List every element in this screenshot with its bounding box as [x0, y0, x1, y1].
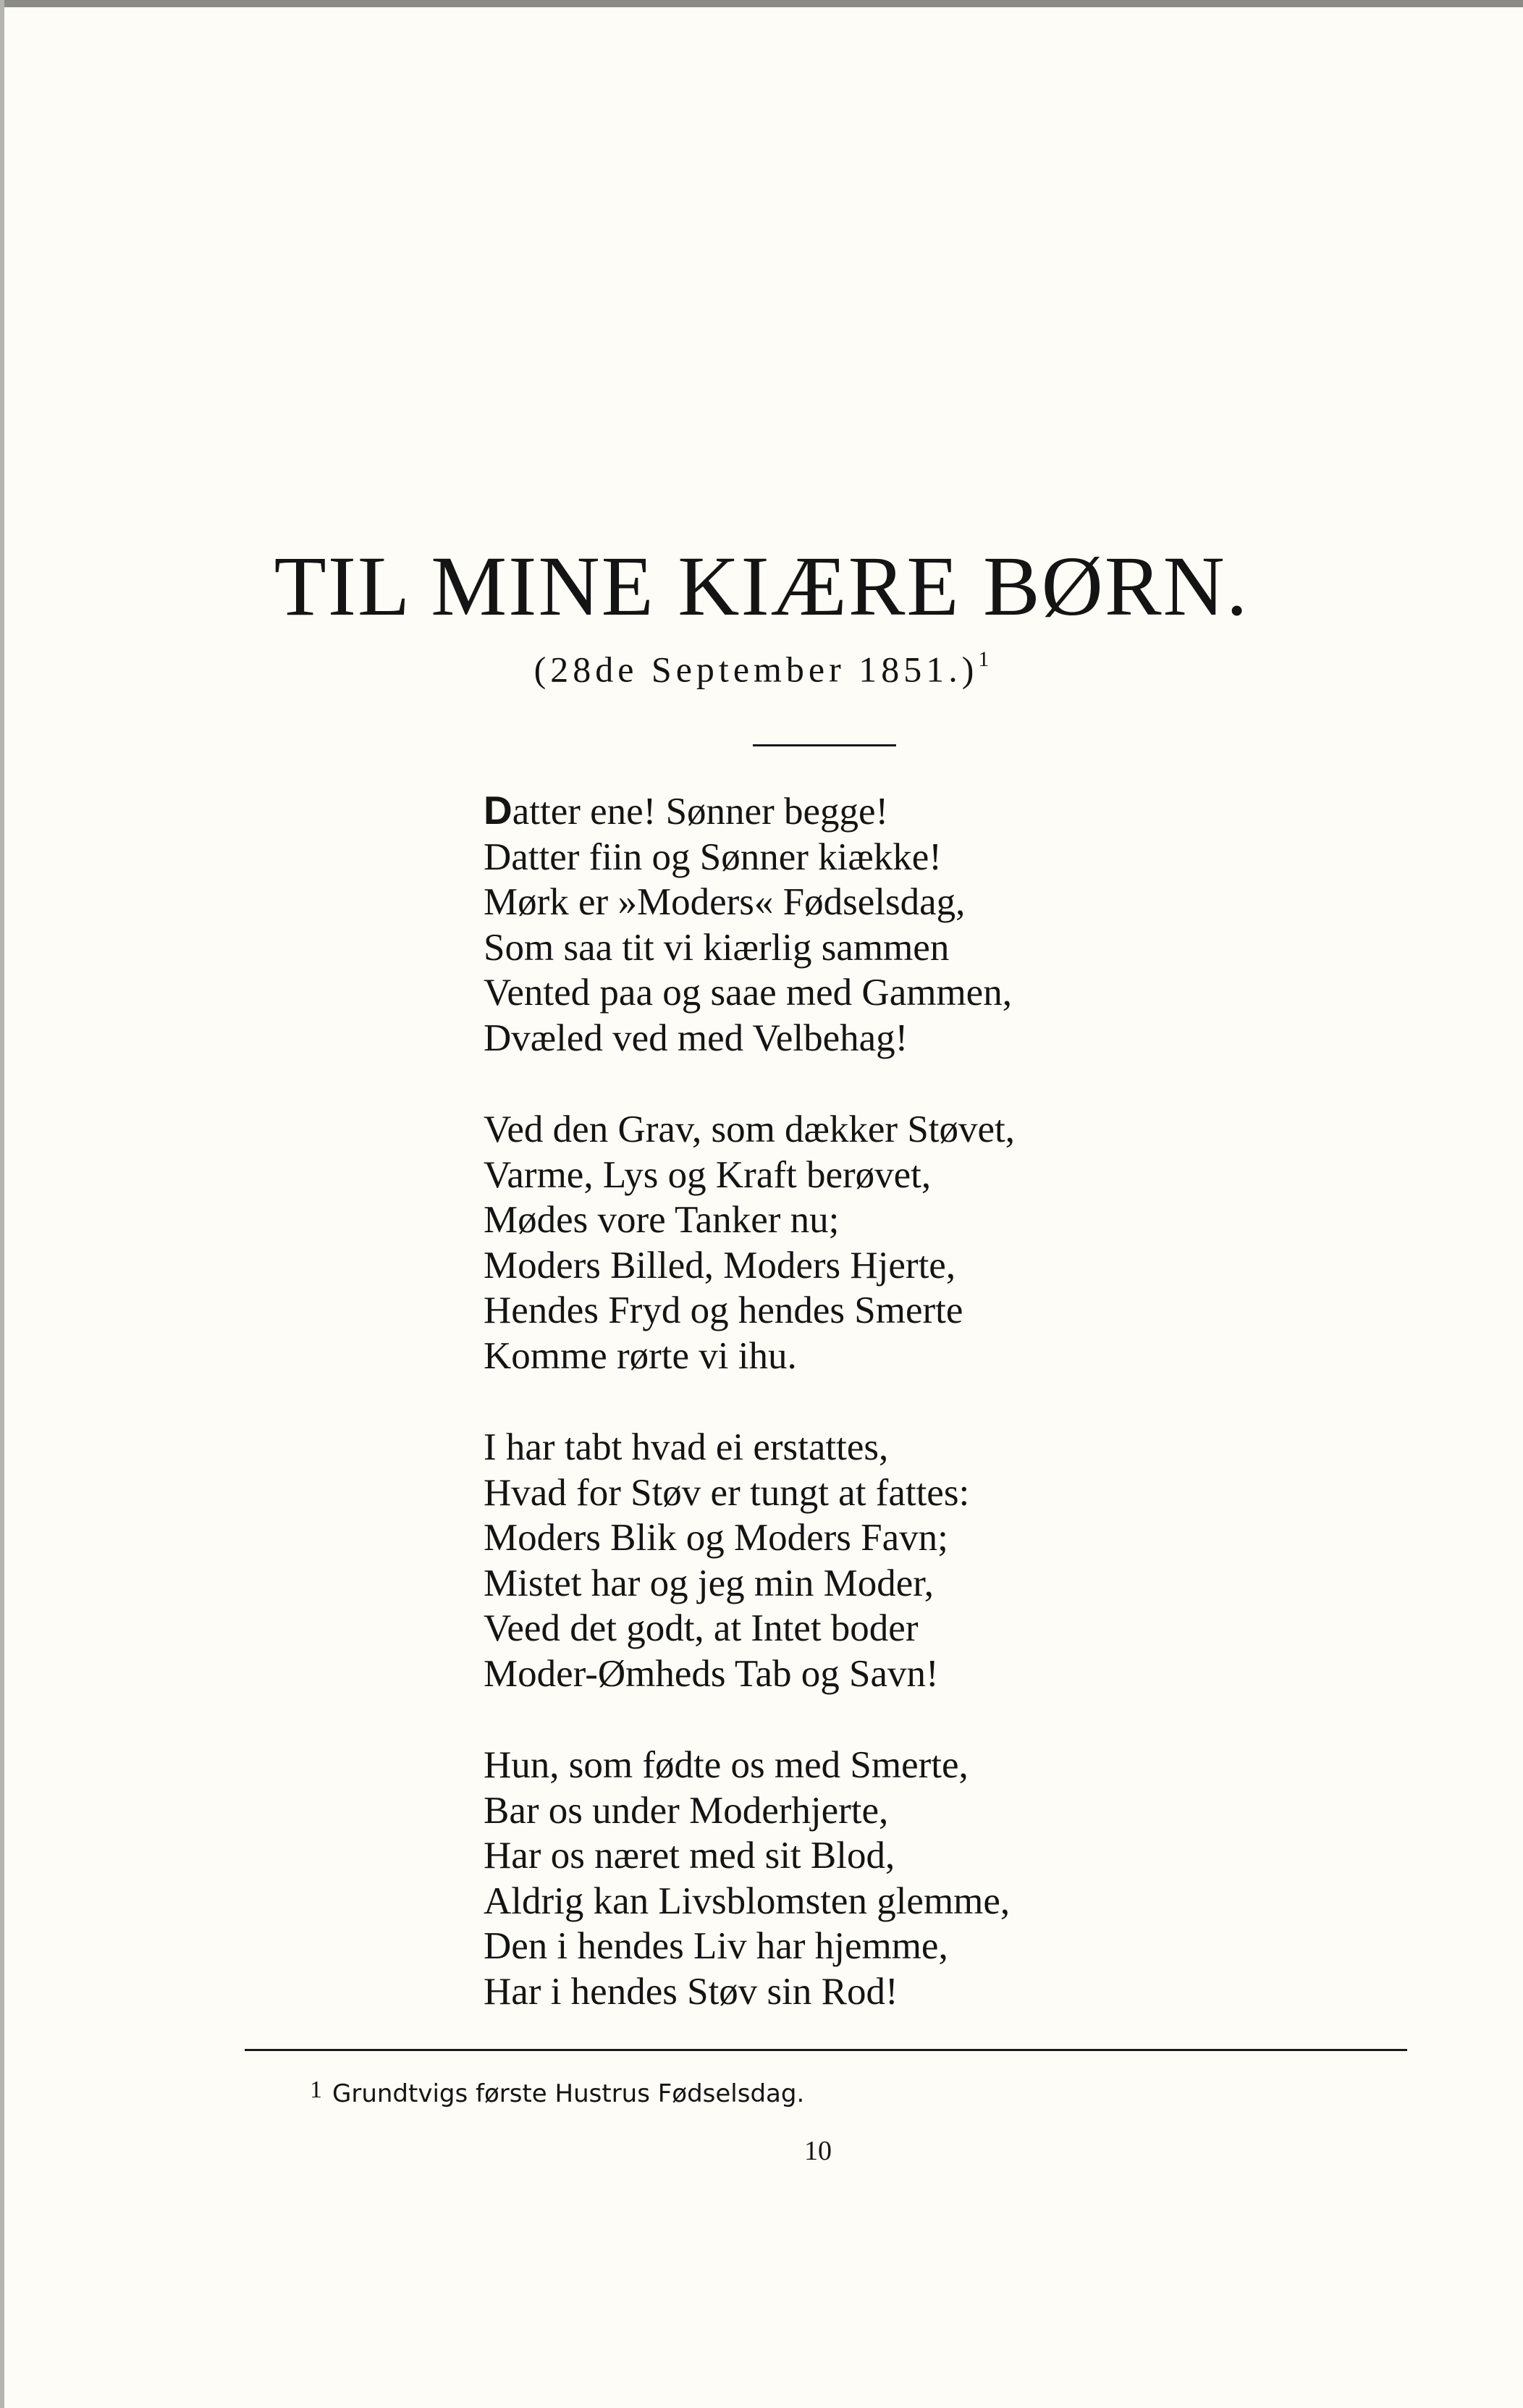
poem-line-text: atter ene! Sønner begge! [512, 791, 889, 833]
poem-line: Moders Blik og Moders Favn; [484, 1517, 948, 1559]
footnote-reference: 1 [978, 647, 990, 671]
poem-line: Har i hendes Støv sin Rod! [484, 1970, 898, 2013]
poem-line: Moders Billed, Moders Hjerte, [484, 1244, 956, 1287]
poem-line: Veed det godt, at Intet boder [484, 1607, 919, 1649]
poem-line: Mødes vore Tanker nu; [484, 1199, 840, 1241]
footnote [310, 2076, 804, 2112]
poem-line: Mørk er »Moders« Fødselsdag, [484, 881, 966, 923]
poem-line: Vented paa og saae med Gammen, [484, 972, 1012, 1014]
poem-line: Hvad for Støv er tungt at fattes: [484, 1471, 970, 1514]
page-number: 10 [804, 2136, 832, 2166]
poem-line: Ved den Grav, som dækker Støvet, [484, 1108, 1016, 1150]
stanza-3 [484, 1425, 1280, 1696]
poem-date [0, 637, 1523, 695]
poem-line [484, 788, 1280, 835]
poem-line: Komme rørte vi ihu. [484, 1334, 797, 1377]
poem-line: Mistet har og jeg min Moder, [484, 1562, 934, 1604]
stanza-2 [484, 1107, 1280, 1378]
drop-cap: D [484, 788, 512, 833]
footnote-divider [245, 2049, 1407, 2051]
poem-line: Aldrig kan Livsblomsten glemme, [484, 1879, 1011, 1922]
poem-title: TIL MINE KIÆRE BØRN. [274, 539, 1249, 633]
poem-line: Dvæled ved med Velbehag! [484, 1016, 908, 1059]
poem-body [484, 788, 1280, 2060]
footnote-text: Grundtvigs første Hustrus Fødselsdag. [332, 2079, 805, 2108]
poem-line: Hun, som fødte os med Smerte, [484, 1744, 969, 1786]
poem-line: Den i hendes Liv har hjemme, [484, 1925, 948, 1967]
poem-line: Som saa tit vi kiærlig sammen [484, 926, 950, 969]
poem-line: I har tabt hvad ei erstattes, [484, 1426, 889, 1468]
footnote-marker: 1 [310, 2076, 322, 2103]
poem-line: Bar os under Moderhjerte, [484, 1789, 889, 1832]
poem-line: Har os næret med sit Blod, [484, 1835, 895, 1877]
title-divider [753, 744, 896, 746]
poem-line: Datter fiin og Sønner kiække! [484, 835, 942, 878]
poem-line: Hendes Fryd og hendes Smerte [484, 1289, 963, 1331]
poem-line: Varme, Lys og Kraft berøvet, [484, 1153, 932, 1196]
poem-date-text: (28de September 1851.) [533, 649, 979, 690]
poem-line: Moder-Ømheds Tab og Savn! [484, 1652, 939, 1695]
stanza-4 [484, 1743, 1280, 2014]
stanza-1 [484, 788, 1280, 1061]
scan-border-left [0, 0, 4, 2408]
scan-border-top [0, 0, 1523, 7]
